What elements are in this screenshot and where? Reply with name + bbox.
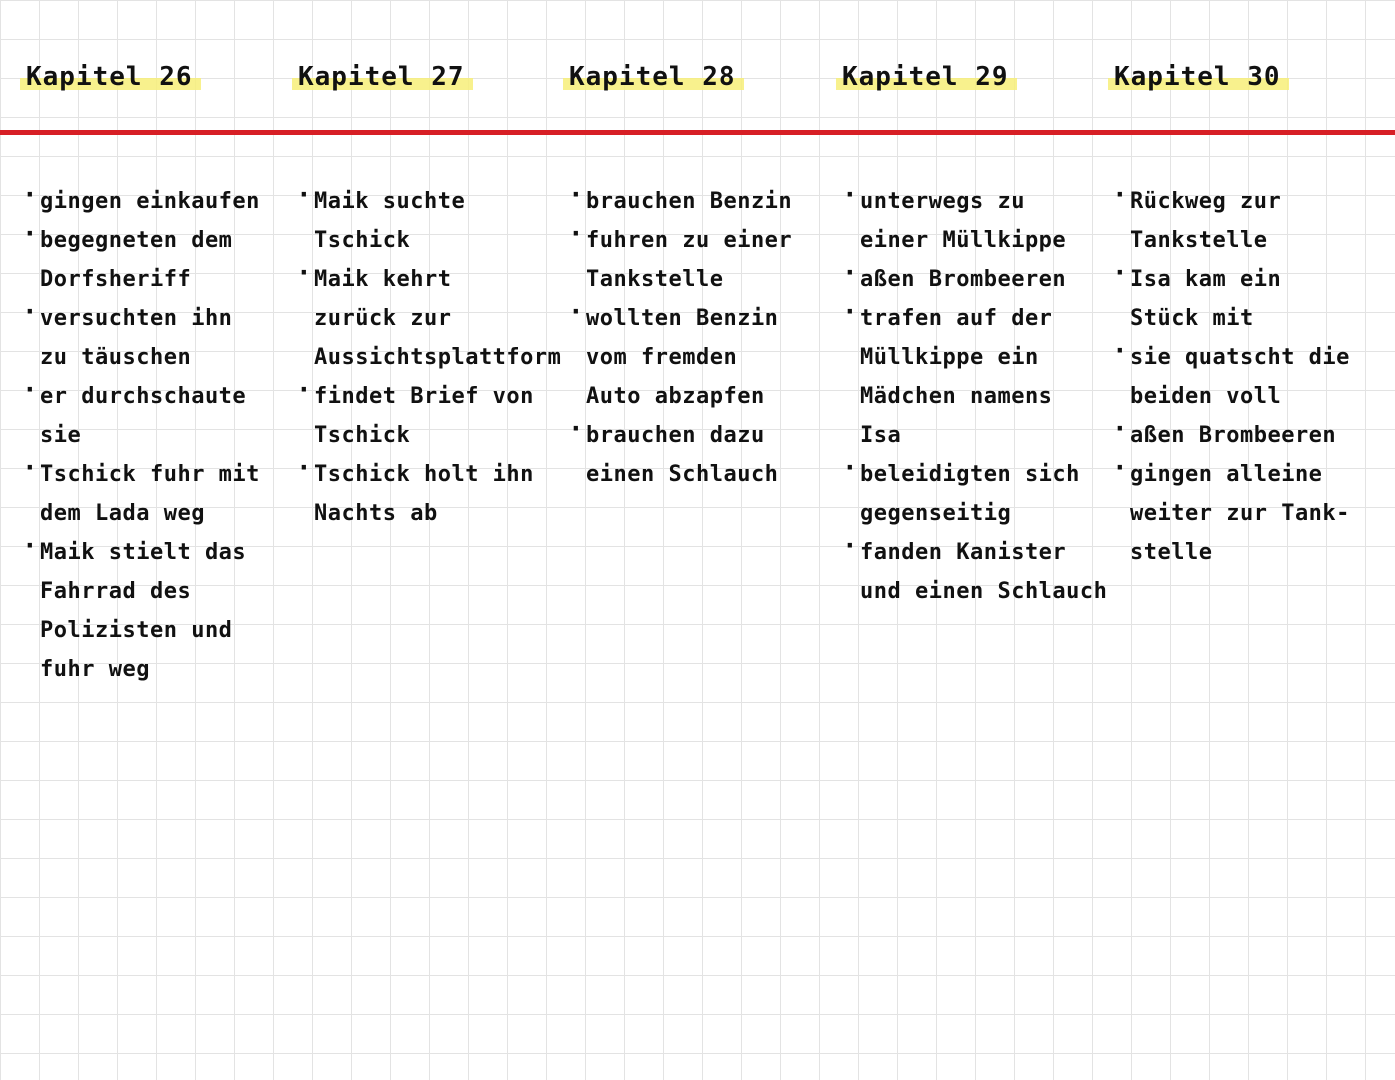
note-bullet: [842, 260, 1107, 299]
chapter-30-heading: Kapitel 30: [1114, 62, 1281, 92]
note-text-line: stelle: [1130, 540, 1213, 565]
note-bullet: [568, 299, 792, 416]
note-text-line: Fahrrad des: [40, 579, 192, 604]
note-bullet: [22, 221, 260, 299]
note-bullet: [568, 416, 792, 494]
note-text-line: · gingen alleine: [1130, 462, 1323, 487]
note-text-line: · Isa kam ein: [1130, 267, 1282, 292]
note-text-line: · wollten Benzin: [586, 306, 779, 331]
note-text-line: · Tschick holt ihn: [314, 462, 534, 487]
note-text-line: · aßen Brombeeren: [860, 267, 1067, 292]
note-bullet: [22, 182, 260, 221]
note-text-line: weiter zur Tank-: [1130, 501, 1350, 526]
chapter-26-heading: Kapitel 26: [26, 62, 193, 92]
note-text-line: Müllkippe ein: [860, 345, 1039, 370]
header-divider: [0, 130, 1395, 135]
note-bullet: [842, 182, 1107, 260]
note-text-line: · Maik suchte: [314, 189, 466, 214]
note-text-line: · beleidigten sich: [860, 462, 1080, 487]
note-text-line: Nachts ab: [314, 501, 438, 526]
note-text-line: Tschick: [314, 228, 411, 253]
note-text-line: einen Schlauch: [586, 462, 779, 487]
note-text-line: · trafen auf der: [860, 306, 1053, 331]
chapter-29-notes: [842, 182, 1107, 611]
note-bullet: [296, 455, 561, 533]
note-bullet: [296, 182, 561, 260]
note-bullet: [1112, 338, 1350, 416]
note-bullet: [1112, 416, 1350, 455]
note-text-line: · sie quatscht die: [1130, 345, 1350, 370]
note-text-line: · versuchten ihn: [40, 306, 233, 331]
note-text-line: Aussichtsplattform: [314, 345, 562, 370]
note-bullet: [22, 455, 260, 533]
note-text-line: zurück zur: [314, 306, 452, 331]
note-bullet: [22, 299, 260, 377]
chapter-26-notes: [22, 182, 260, 689]
note-text-line: Auto abzapfen: [586, 384, 765, 409]
note-text-line: zu täuschen: [40, 345, 192, 370]
note-text-line: vom fremden: [586, 345, 738, 370]
note-text-line: fuhr weg: [40, 657, 150, 682]
note-text-line: · findet Brief von: [314, 384, 534, 409]
note-text-line: und einen Schlauch: [860, 579, 1108, 604]
note-text-line: Mädchen namens: [860, 384, 1053, 409]
note-text-line: · brauchen Benzin: [586, 189, 793, 214]
chapter-27-notes: [296, 182, 561, 533]
note-bullet: [22, 533, 260, 689]
note-text-line: · begegneten dem: [40, 228, 233, 253]
note-text-line: sie: [40, 423, 82, 448]
chapter-27-heading: Kapitel 27: [298, 62, 465, 92]
note-text-line: Tschick: [314, 423, 411, 448]
note-bullet: [1112, 182, 1350, 260]
note-text-line: einer Müllkippe: [860, 228, 1067, 253]
note-bullet: [296, 260, 561, 377]
chapter-30-notes: [1112, 182, 1350, 572]
note-text-line: · gingen einkaufen: [40, 189, 260, 214]
note-text-line: · Rückweg zur: [1130, 189, 1282, 214]
note-text-line: · unterwegs zu: [860, 189, 1025, 214]
chapter-28-heading: Kapitel 28: [569, 62, 736, 92]
note-text-line: Polizisten und: [40, 618, 233, 643]
note-text-line: Stück mit: [1130, 306, 1254, 331]
note-text-line: Isa: [860, 423, 902, 448]
note-bullet: [842, 533, 1107, 611]
note-text-line: gegenseitig: [860, 501, 1012, 526]
note-bullet: [568, 221, 792, 299]
note-text-line: · Maik kehrt: [314, 267, 452, 292]
chapter-29-heading: Kapitel 29: [842, 62, 1009, 92]
note-text-line: · er durchschaute: [40, 384, 247, 409]
note-text-line: Tankstelle: [1130, 228, 1268, 253]
note-text-line: · brauchen dazu: [586, 423, 765, 448]
note-text-line: · fanden Kanister: [860, 540, 1067, 565]
note-text-line: beiden voll: [1130, 384, 1282, 409]
note-bullet: [1112, 455, 1350, 572]
note-text-line: · fuhren zu einer: [586, 228, 793, 253]
note-bullet: [22, 377, 260, 455]
note-text-line: · Maik stielt das: [40, 540, 247, 565]
note-text-line: Tankstelle: [586, 267, 724, 292]
note-bullet: [842, 455, 1107, 533]
note-bullet: [296, 377, 561, 455]
note-text-line: Dorfsheriff: [40, 267, 192, 292]
note-bullet: [842, 299, 1107, 455]
chapter-28-notes: [568, 182, 792, 494]
note-bullet: [1112, 260, 1350, 338]
note-text-line: dem Lada weg: [40, 501, 205, 526]
note-text-line: · Tschick fuhr mit: [40, 462, 260, 487]
note-text-line: · aßen Brombeeren: [1130, 423, 1337, 448]
note-bullet: [568, 182, 792, 221]
